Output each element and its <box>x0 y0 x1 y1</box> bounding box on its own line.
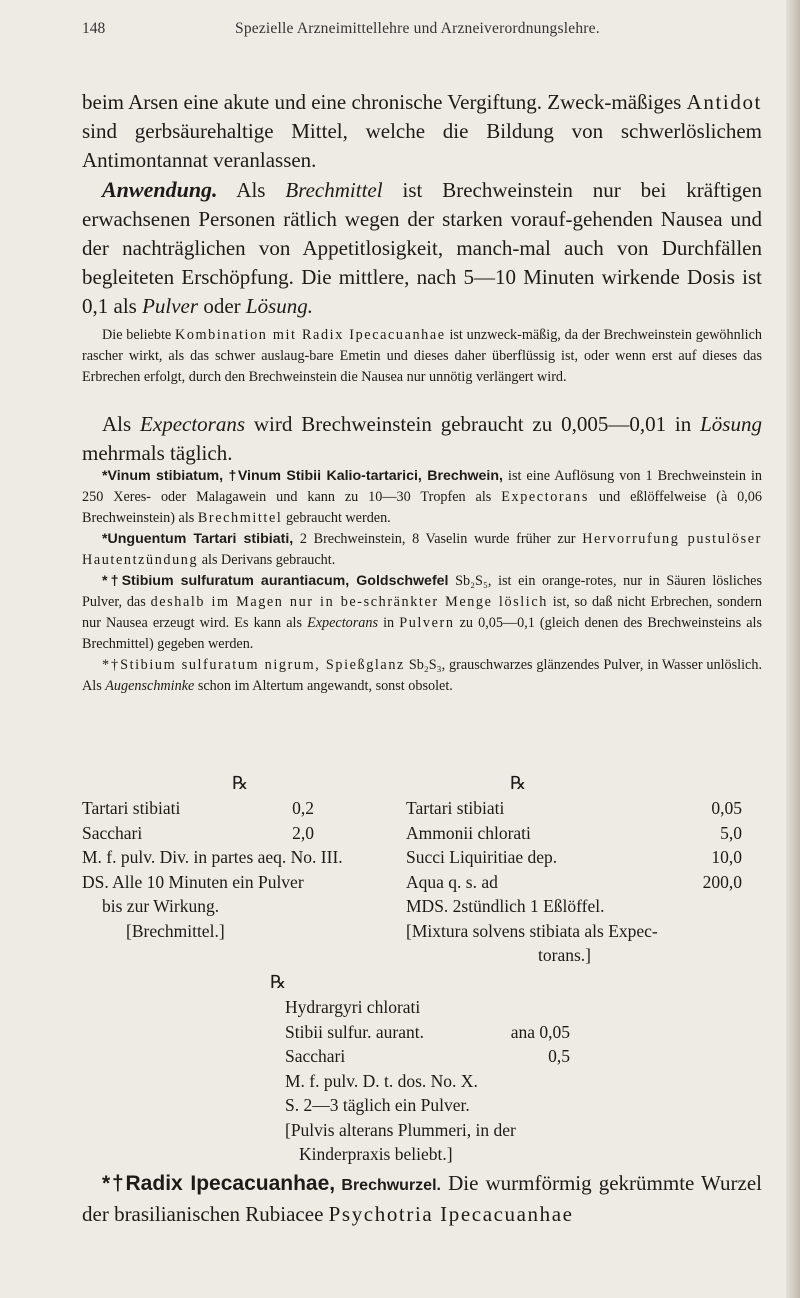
anwendung-heading: Anwendung. <box>102 177 218 202</box>
recipe-item: Aqua q. s. ad 200,0 <box>406 871 742 892</box>
antidot-term: Antidot <box>686 90 762 114</box>
recipe-item: Tartari stibiati 0,05 <box>406 798 742 818</box>
recipe-pulvis-alterans: Hydrargyri chlorati Stibii sulfur. aurant. ana 0,05 Sacchari 0,5 M. f. pulv. D. t. dos. No. X. S. 2—3 täglich ein Pulver. [Pulvis alterans Plummeri, in der Kinderpraxis beliebt.] <box>285 997 570 1164</box>
recipe-item: Sacchari 0,5 <box>285 1046 570 1066</box>
running-title: Spezielle Arzneimittellehre und Arzneiverordnungslehre. <box>235 20 600 37</box>
entry-stibium-nigrum: *†Stibium sulfuratum nigrum, Spießglanz Sb₂S₃, grauschwarzes glänzendes Pulver, in Wasser unlöslich. Als Augenschminke schon im Altertum angewandt, sonst obsolet. <box>82 657 762 694</box>
recipe-symbol: ℞ <box>232 773 249 793</box>
entry-vinum: *Vinum stibiatum, †Vinum Stibii Kalio-tartarici, Brechwein, ist eine Auflösung von 1 Brechweinstein in 250 Xeres- oder Malagawein und kann zu 10—30 Tropfen als Expectorans und eßlöffelweise (à 0,06 Brechweinstein) als Brechmittel gebraucht werden. <box>82 468 762 526</box>
radix-heading: *†Radix Ipecacuanhae, <box>102 1172 336 1195</box>
paragraph-expectorans: Als Expectorans wird Brechweinstein gebraucht zu 0,005—0,01 in Lösung mehrmals täglich. <box>82 412 762 465</box>
paragraph-antidot: beim Arsen eine akute und eine chronische Vergiftung. Zweck-mäßiges Antidot sind gerbsäurehaltige Mittel, welche die Bildung von schwerlöslichem Antimontannat veranlassen. <box>82 90 762 172</box>
recipe-item: Stibii sulfur. aurant. ana 0,05 <box>285 1021 570 1042</box>
entry-unguentum: *Unguentum Tartari stibiati, 2 Brechweinstein, 8 Vaselin wurde früher zur Hervorrufung pustulöser Hautentzündung als Derivans gebraucht. <box>82 531 762 568</box>
page-number: 148 <box>82 20 106 37</box>
recipe-item: Succi Liquiritiae dep. 10,0 <box>406 847 742 867</box>
intro-text <box>82 88 762 321</box>
recipe-item: Tartari stibiati 0,2 <box>82 798 314 818</box>
recipe-brechmittel-instructions: M. f. pulv. Div. in partes aeq. No. III. DS. Alle 10 Minuten ein Pulver bis zur Wirkung. [Brechmittel.] <box>82 847 343 941</box>
entry-stibium-aurantiacum: *†Stibium sulfuratum aurantiacum, Goldschwefel Sb₂S₅, ist ein orange-rotes, nur in Säuren lösliches Pulver, das deshalb im Magen nur in be-schränkter Menge löslich ist, so daß nicht Erbrechen, sondern nur Nausea erzeugt wird. Es kann als Expectorans in Pulvern zu 0,05—0,1 (gleich denen des Brechweinsteins als Brechmittel) gegeben werden. <box>82 573 763 652</box>
recipe-item: Sacchari 2,0 <box>82 822 314 843</box>
kombination-term: Kombination mit Radix Ipecacuanhae <box>175 327 446 343</box>
note-kombination: Die beliebte Kombination mit Radix Ipecacuanhae ist unzweck-mäßig, da der Brechweinstein gewöhnlich rascher wirkt, als das schwer auslaug-bare Emetin und dieses daher überflüssig ist, oder wenn erst auf dieses das Erbrechen erfolgt, durch den Brechweinstein die Nausea nur unnötig verlängert wird. <box>82 327 762 385</box>
page-edge-shadow <box>786 0 800 1298</box>
recipe-symbol: ℞ <box>510 773 527 793</box>
running-header <box>70 20 760 44</box>
recipe-symbol: ℞ <box>270 972 287 992</box>
recipe-brechmittel <box>82 796 314 845</box>
recipe-mixtura-solvens: Tartari stibiati 0,05 Ammonii chlorati 5,0 Succi Liquiritiae dep. 10,0 Aqua q. s. ad 200,0 MDS. 2stündlich 1 Eßlöffel. [Mixtura solvens stibiata als Expec- torans.] <box>406 798 742 965</box>
recipe-item: Ammonii chlorati 5,0 <box>406 822 742 843</box>
entries-list <box>82 466 762 697</box>
paragraph-anwendung: Anwendung. Als Brechmittel ist Brechweinstein nur bei kräftigen erwachsenen Personen rätlich wegen der starken vorauf-gehenden Nausea und der nachträglichen von Appetitlosigkeit, manch-mal auch von Durchfällen begleiteten Erschöpfung. Die mittlere, nach 5—10 Minuten wirkende Dosis ist 0,1 als Pulver oder Lösung. <box>82 177 762 318</box>
paragraph-radix: *†Radix Ipecacuanhae, Brechwurzel. Die wurmförmig gekrümmte Wurzel der brasilianischen Rubiacee Psychotria Ipecacuanhae <box>82 1171 762 1226</box>
